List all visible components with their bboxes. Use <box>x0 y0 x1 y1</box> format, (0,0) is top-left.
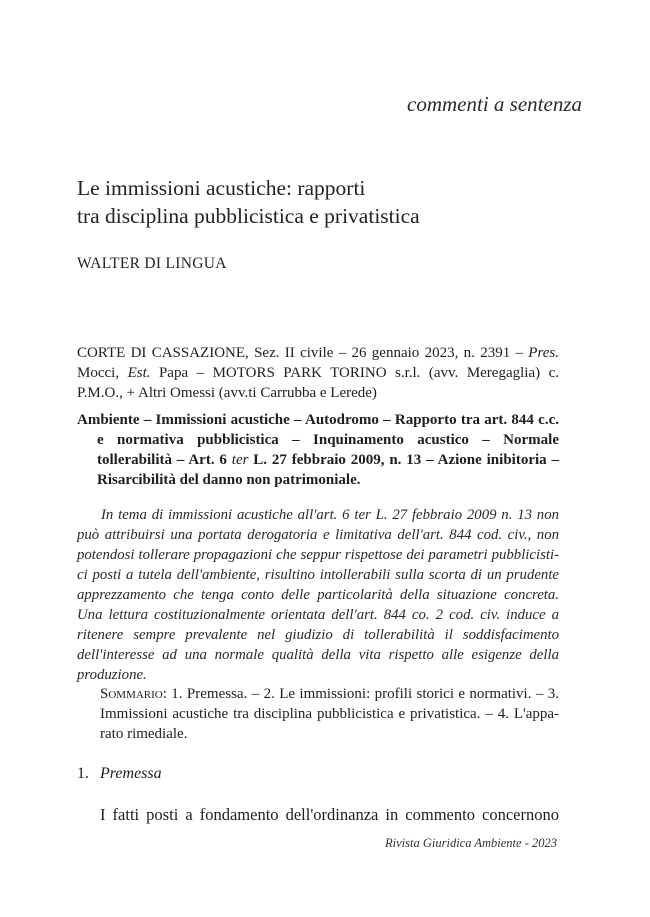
court-prefix: CORTE DI CASSAZIONE, Sez. II civile – 26 gennaio 2023, n. 2391 – <box>77 345 529 361</box>
footer-separator: - <box>521 836 532 850</box>
keywords-part-2: L. 27 febbraio 2009, n. 13 – Azione inibitoria – Risarcibilità del danno non patrimoniale. <box>97 452 559 488</box>
article-title-line-1: Le immissioni acustiche: rapporti <box>77 176 366 200</box>
article-title <box>77 174 577 230</box>
keywords-part-1: Ambiente – Immissioni acustiche – Autodromo – Rapporto tra art. 844 c.c. e normativa pubblicistica – Inquinamento acustico – Normale tollerabilità – Art. 6 <box>77 412 559 468</box>
section-label: commenti a sentenza <box>407 92 582 116</box>
summary-text: : 1. Premessa. – 2. Le immissioni: profili storici e normativi. – 3. Immissioni acustiche tra disciplina pubblicistica e privatistica. – 4. L'appa-rato rimediale. <box>100 686 559 742</box>
page-footer <box>385 836 557 851</box>
keywords-ter: ter <box>231 452 249 468</box>
footer-journal: Rivista Giuridica Ambiente <box>385 836 522 850</box>
summary-label: Sommario <box>100 686 163 702</box>
decision-reference <box>77 343 559 403</box>
footer-year: 2023 <box>532 836 557 850</box>
section-title: Premessa <box>100 765 162 782</box>
pres-label: Pres. <box>528 345 559 361</box>
author-name: WALTER DI LINGUA <box>77 255 227 272</box>
keywords-block <box>77 410 559 490</box>
body-paragraph-first-line: I fatti posti a fondamento dell'ordinanza in commento concernono <box>100 805 559 824</box>
massima-text: In tema di immissioni acustiche all'art. 6 ter L. 27 febbraio 2009 n. 13 non può attribuirsi una portata derogatoria e limitativa dell'art. 844 cod. civ., non potendosi tollerare propagazioni che seppur rispettose dei parametri pubblicisti-ci posti a tutela dell'ambiente, risultino intollerabili sulla scorta di un prudente apprezzamento che tenga conto delle particolarità della situazione concreta. Una lettura costituzionalmente orientata dell'art. 844 co. 2 cod. civ. induce a ritenere sempre prevalente nel giudizio di tollerabilità il soddisfacimento dell'interesse ad una normale qualità della vita rispetto alle esigenze della produzione. <box>77 507 559 683</box>
article-title-line-2: tra disciplina pubblicistica e privatistica <box>77 204 420 228</box>
pres-name: Mocci, <box>77 365 128 381</box>
decision-parties: Papa – MOTORS PARK TORINO s.r.l. (avv. Meregaglia) c. P.M.O., + Altri Omessi (avv.ti Carrubba e Lerede) <box>77 365 559 401</box>
section-number: 1. <box>77 765 89 782</box>
section-heading <box>77 765 162 783</box>
summary-block <box>100 684 559 744</box>
est-label: Est. <box>127 365 151 381</box>
